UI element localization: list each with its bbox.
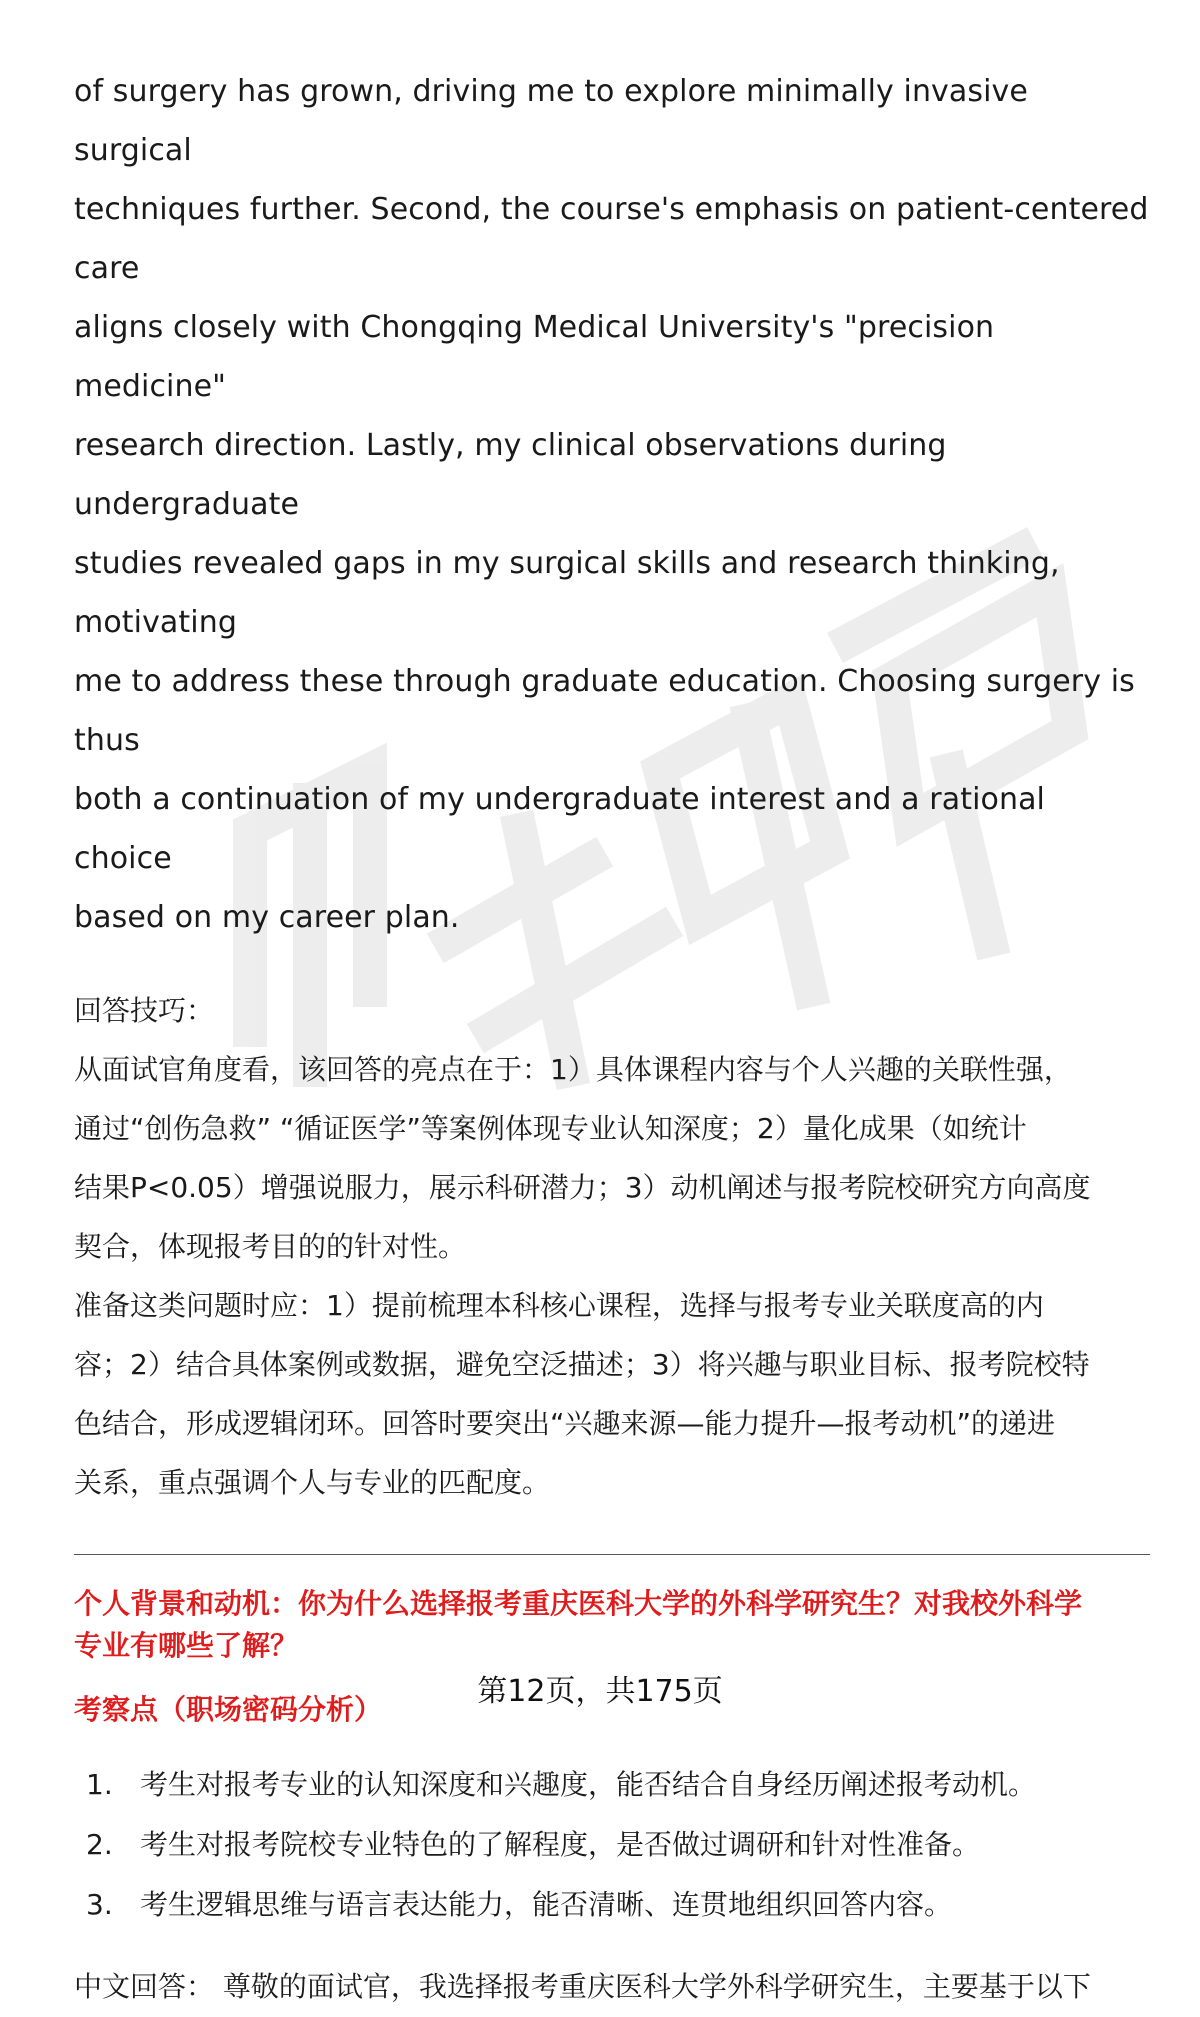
- chinese-answer: 中文回答： 尊敬的面试官，我选择报考重庆医科大学外科学研究生，主要基于以下: [74, 1970, 1091, 2003]
- list-number: 3.: [86, 1888, 113, 1921]
- document-page: [74, 62, 1150, 2017]
- text-line: research direction. Lastly, my clinical observations during undergraduate: [74, 428, 947, 522]
- english-answer-paragraph: [74, 62, 1150, 947]
- text-line: 从面试官角度看，该回答的亮点在于：1）具体课程内容与个人兴趣的关联性强，: [74, 1053, 1072, 1086]
- list-number: 2.: [86, 1828, 113, 1861]
- text-line: both a continuation of my undergraduate interest and a rational choice: [74, 782, 1045, 876]
- question-line: 专业有哪些了解？: [74, 1629, 299, 1662]
- text-line: 关系，重点强调个人与专业的匹配度。: [74, 1466, 551, 1499]
- text-line: me to address these through graduate education. Choosing surgery is thus: [74, 664, 1135, 758]
- list-text: 考生对报考院校专业特色的了解程度，是否做过调研和针对性准备。: [140, 1828, 981, 1861]
- list-text: 考生逻辑思维与语言表达能力，能否清晰、连贯地组织回答内容。: [140, 1888, 953, 1921]
- answer-tips: [74, 981, 1150, 1512]
- text-line: 准备这类问题时应：1）提前梳理本科核心课程，选择与报考专业关联度高的内: [74, 1289, 1044, 1322]
- question-line: 个人背景和动机：你为什么选择报考重庆医科大学的外科学研究生？对我校外科学: [74, 1587, 1083, 1620]
- text-line: 契合，体现报考目的的针对性。: [74, 1230, 467, 1263]
- question-title: [74, 1583, 1150, 1667]
- text-line: aligns closely with Chongqing Medical University's "precision medicine": [74, 310, 995, 404]
- text-line: 容；2）结合具体案例或数据，避免空泛描述；3）将兴趣与职业目标、报考院校特: [74, 1348, 1090, 1381]
- text-line: based on my career plan.: [74, 900, 460, 935]
- text-line: techniques further. Second, the course's emphasis on patient-centered care: [74, 192, 1149, 286]
- text-line: of surgery has grown, driving me to explore minimally invasive surgical: [74, 74, 1028, 168]
- text-line: 结果P<0.05）增强说服力，展示科研潜力；3）动机阐述与报考院校研究方向高度: [74, 1171, 1091, 1204]
- text-line: 色结合，形成逻辑闭环。回答时要突出“兴趣来源—能力提升—报考动机”的递进: [74, 1407, 1056, 1440]
- section-divider: [74, 1554, 1150, 1555]
- text-line: studies revealed gaps in my surgical skills and research thinking, motivating: [74, 546, 1060, 640]
- list-number: 1.: [86, 1768, 113, 1801]
- tips-heading: 回答技巧：: [74, 994, 215, 1027]
- text-line: 通过“创伤急救” “循证医学”等案例体现专业认知深度；2）量化成果（如统计: [74, 1112, 1027, 1145]
- page-number: 第12页，共175页: [477, 1674, 723, 1709]
- list-text: 考生对报考专业的认知深度和兴趣度，能否结合自身经历阐述报考动机。: [140, 1768, 1037, 1801]
- assessment-heading: 考察点（职场密码分析）: [74, 1693, 383, 1726]
- list-item: [74, 1755, 1150, 1815]
- assessment-list: [74, 1755, 1150, 1935]
- list-item: [74, 1875, 1150, 1935]
- list-item: [74, 1815, 1150, 1875]
